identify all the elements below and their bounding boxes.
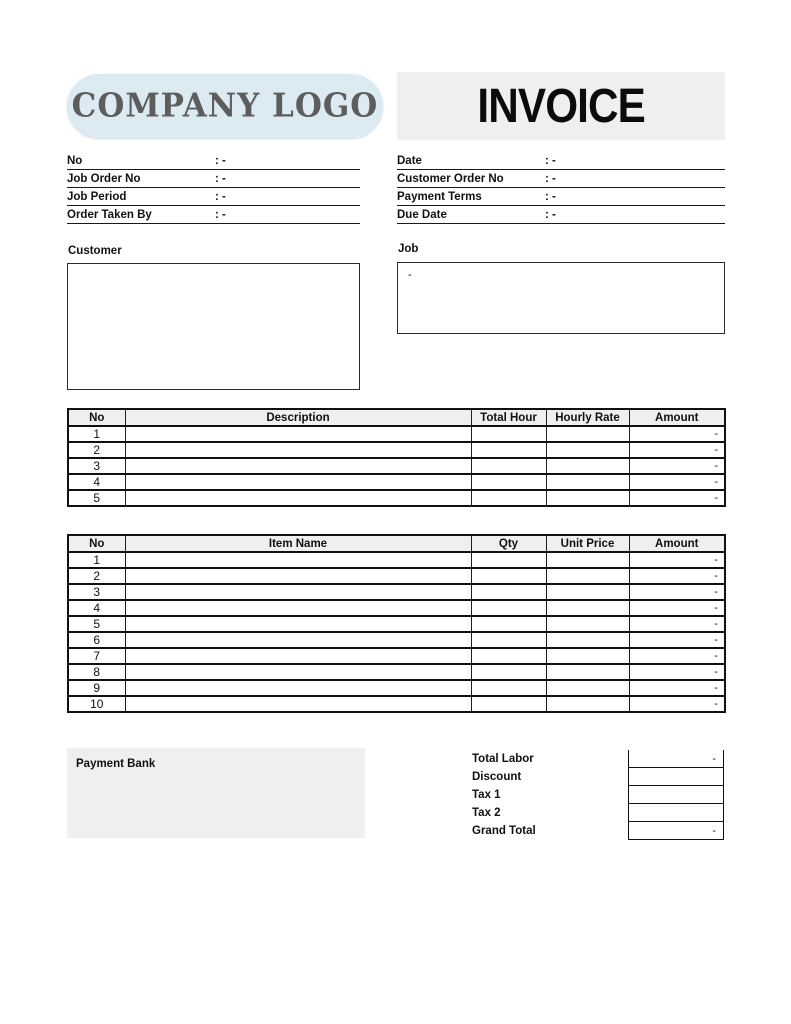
meta-field-value[interactable]: : - <box>545 154 556 167</box>
item-qty-cell[interactable] <box>471 600 546 616</box>
meta-field-row <box>397 152 725 170</box>
labor-hourly-rate-cell[interactable] <box>546 426 629 442</box>
item-amount-cell[interactable]: - <box>629 632 725 648</box>
item-amount-cell[interactable]: - <box>629 552 725 568</box>
item-amount-cell[interactable]: - <box>629 680 725 696</box>
meta-field-label: Payment Terms <box>397 190 482 203</box>
items-header-unit-price: Unit Price <box>546 535 629 552</box>
items-header-qty: Qty <box>471 535 546 552</box>
item-name-cell[interactable] <box>125 568 471 584</box>
totals-section <box>472 750 724 840</box>
items-table-row <box>68 664 725 680</box>
meta-field-label: Customer Order No <box>397 172 504 185</box>
meta-field-value[interactable]: : - <box>215 190 226 203</box>
totals-row-value-box[interactable]: - <box>628 750 724 768</box>
labor-total-hour-cell[interactable] <box>471 490 546 506</box>
labor-table-row <box>68 490 725 506</box>
totals-row-label: Discount <box>472 771 522 783</box>
labor-total-hour-cell[interactable] <box>471 474 546 490</box>
totals-row-label: Total Labor <box>472 753 534 765</box>
labor-no-cell: 5 <box>68 490 125 506</box>
labor-table-row <box>68 458 725 474</box>
item-amount-cell[interactable]: - <box>629 616 725 632</box>
labor-no-cell: 2 <box>68 442 125 458</box>
item-no-cell: 7 <box>68 648 125 664</box>
labor-amount-cell[interactable]: - <box>629 474 725 490</box>
labor-hourly-rate-cell[interactable] <box>546 442 629 458</box>
invoice-title-banner <box>397 72 725 140</box>
labor-amount-cell[interactable]: - <box>629 490 725 506</box>
item-amount-cell[interactable]: - <box>629 664 725 680</box>
items-table-row <box>68 600 725 616</box>
meta-field-row <box>397 170 725 188</box>
labor-no-cell: 4 <box>68 474 125 490</box>
item-unit-price-cell[interactable] <box>546 600 629 616</box>
meta-field-label: Job Period <box>67 190 127 203</box>
item-qty-cell[interactable] <box>471 648 546 664</box>
meta-field-label: Date <box>397 154 422 167</box>
item-name-cell[interactable] <box>125 648 471 664</box>
labor-header-no: No <box>68 409 125 426</box>
meta-field-label: No <box>67 154 83 167</box>
item-name-cell[interactable] <box>125 600 471 616</box>
item-name-cell[interactable] <box>125 632 471 648</box>
meta-field-value[interactable]: : - <box>545 190 556 203</box>
meta-field-value[interactable]: : - <box>215 154 226 167</box>
job-description-box[interactable]: - <box>397 262 725 334</box>
company-logo <box>67 74 383 138</box>
labor-amount-cell[interactable]: - <box>629 458 725 474</box>
labor-table <box>67 408 726 507</box>
labor-total-hour-cell[interactable] <box>471 458 546 474</box>
item-name-cell[interactable] <box>125 680 471 696</box>
payment-bank-box[interactable] <box>67 748 365 838</box>
item-unit-price-cell[interactable] <box>546 664 629 680</box>
labor-amount-cell[interactable]: - <box>629 426 725 442</box>
items-header-no: No <box>68 535 125 552</box>
customer-address-box[interactable] <box>67 263 360 390</box>
meta-field-row <box>67 206 360 224</box>
labor-table-row <box>68 426 725 442</box>
meta-field-row <box>397 206 725 224</box>
meta-field-label: Order Taken By <box>67 208 152 221</box>
item-no-cell: 1 <box>68 552 125 568</box>
labor-no-cell: 1 <box>68 426 125 442</box>
item-unit-price-cell[interactable] <box>546 632 629 648</box>
totals-row <box>472 750 724 768</box>
item-unit-price-cell[interactable] <box>546 552 629 568</box>
payment-bank-label: Payment Bank <box>76 758 156 770</box>
item-name-cell[interactable] <box>125 696 471 712</box>
meta-field-value[interactable]: : - <box>545 208 556 221</box>
item-unit-price-cell[interactable] <box>546 616 629 632</box>
item-no-cell: 6 <box>68 632 125 648</box>
meta-field-value[interactable]: : - <box>215 172 226 185</box>
meta-field-row <box>397 188 725 206</box>
labor-description-cell[interactable] <box>125 458 471 474</box>
meta-field-row <box>67 152 360 170</box>
item-amount-cell[interactable]: - <box>629 600 725 616</box>
item-name-cell[interactable] <box>125 616 471 632</box>
totals-row <box>472 768 724 786</box>
items-table-row <box>68 616 725 632</box>
item-qty-cell[interactable] <box>471 696 546 712</box>
labor-header-amount: Amount <box>629 409 725 426</box>
item-qty-cell[interactable] <box>471 584 546 600</box>
labor-table-row <box>68 442 725 458</box>
meta-field-row <box>67 170 360 188</box>
totals-row <box>472 786 724 804</box>
totals-row-label: Grand Total <box>472 825 536 837</box>
item-unit-price-cell[interactable] <box>546 584 629 600</box>
items-table-row <box>68 584 725 600</box>
labor-table-row <box>68 474 725 490</box>
item-no-cell: 10 <box>68 696 125 712</box>
labor-total-hour-cell[interactable] <box>471 442 546 458</box>
company-logo-text: COMPANY LOGO <box>71 87 379 125</box>
meta-field-value[interactable]: : - <box>545 172 556 185</box>
item-qty-cell[interactable] <box>471 632 546 648</box>
items-table-row <box>68 568 725 584</box>
labor-description-cell[interactable] <box>125 442 471 458</box>
items-header-amount: Amount <box>629 535 725 552</box>
items-table-row <box>68 648 725 664</box>
labor-table-header-row <box>68 409 725 426</box>
item-unit-price-cell[interactable] <box>546 680 629 696</box>
totals-row-label: Tax 1 <box>472 789 501 801</box>
items-table-row <box>68 632 725 648</box>
items-header-item-name: Item Name <box>125 535 471 552</box>
labor-header-hourly-rate: Hourly Rate <box>546 409 629 426</box>
totals-row-value-box[interactable] <box>628 804 724 822</box>
items-table <box>67 534 726 713</box>
item-unit-price-cell[interactable] <box>546 696 629 712</box>
invoice-meta-right <box>397 152 725 224</box>
labor-header-total-hour: Total Hour <box>471 409 546 426</box>
totals-row-value-box[interactable]: - <box>628 822 724 840</box>
meta-field-value[interactable]: : - <box>215 208 226 221</box>
items-table-row <box>68 552 725 568</box>
labor-no-cell: 3 <box>68 458 125 474</box>
customer-section-label: Customer <box>68 245 122 257</box>
item-no-cell: 4 <box>68 600 125 616</box>
labor-description-cell[interactable] <box>125 426 471 442</box>
item-no-cell: 8 <box>68 664 125 680</box>
items-table-row <box>68 680 725 696</box>
item-name-cell[interactable] <box>125 664 471 680</box>
labor-header-description: Description <box>125 409 471 426</box>
item-qty-cell[interactable] <box>471 664 546 680</box>
labor-total-hour-cell[interactable] <box>471 426 546 442</box>
labor-hourly-rate-cell[interactable] <box>546 490 629 506</box>
item-amount-cell[interactable]: - <box>629 584 725 600</box>
item-no-cell: 3 <box>68 584 125 600</box>
item-no-cell: 9 <box>68 680 125 696</box>
job-section-label: Job <box>398 243 419 255</box>
item-name-cell[interactable] <box>125 584 471 600</box>
totals-row-value-box[interactable] <box>628 768 724 786</box>
invoice-title: INVOICE <box>477 79 645 133</box>
labor-description-cell[interactable] <box>125 474 471 490</box>
item-unit-price-cell[interactable] <box>546 568 629 584</box>
meta-field-row <box>67 188 360 206</box>
labor-amount-cell[interactable]: - <box>629 442 725 458</box>
item-amount-cell[interactable]: - <box>629 568 725 584</box>
items-table-row <box>68 696 725 712</box>
meta-field-label: Due Date <box>397 208 447 221</box>
labor-description-cell[interactable] <box>125 490 471 506</box>
item-amount-cell[interactable]: - <box>629 648 725 664</box>
item-qty-cell[interactable] <box>471 552 546 568</box>
item-no-cell: 5 <box>68 616 125 632</box>
invoice-meta-left <box>67 152 360 224</box>
item-qty-cell[interactable] <box>471 568 546 584</box>
item-amount-cell[interactable]: - <box>629 696 725 712</box>
labor-hourly-rate-cell[interactable] <box>546 458 629 474</box>
totals-row-label: Tax 2 <box>472 807 501 819</box>
meta-field-label: Job Order No <box>67 172 141 185</box>
item-qty-cell[interactable] <box>471 680 546 696</box>
item-name-cell[interactable] <box>125 552 471 568</box>
totals-row-value-box[interactable] <box>628 786 724 804</box>
item-unit-price-cell[interactable] <box>546 648 629 664</box>
totals-row <box>472 804 724 822</box>
totals-row <box>472 822 724 840</box>
item-qty-cell[interactable] <box>471 616 546 632</box>
labor-hourly-rate-cell[interactable] <box>546 474 629 490</box>
item-no-cell: 2 <box>68 568 125 584</box>
items-table-header-row <box>68 535 725 552</box>
